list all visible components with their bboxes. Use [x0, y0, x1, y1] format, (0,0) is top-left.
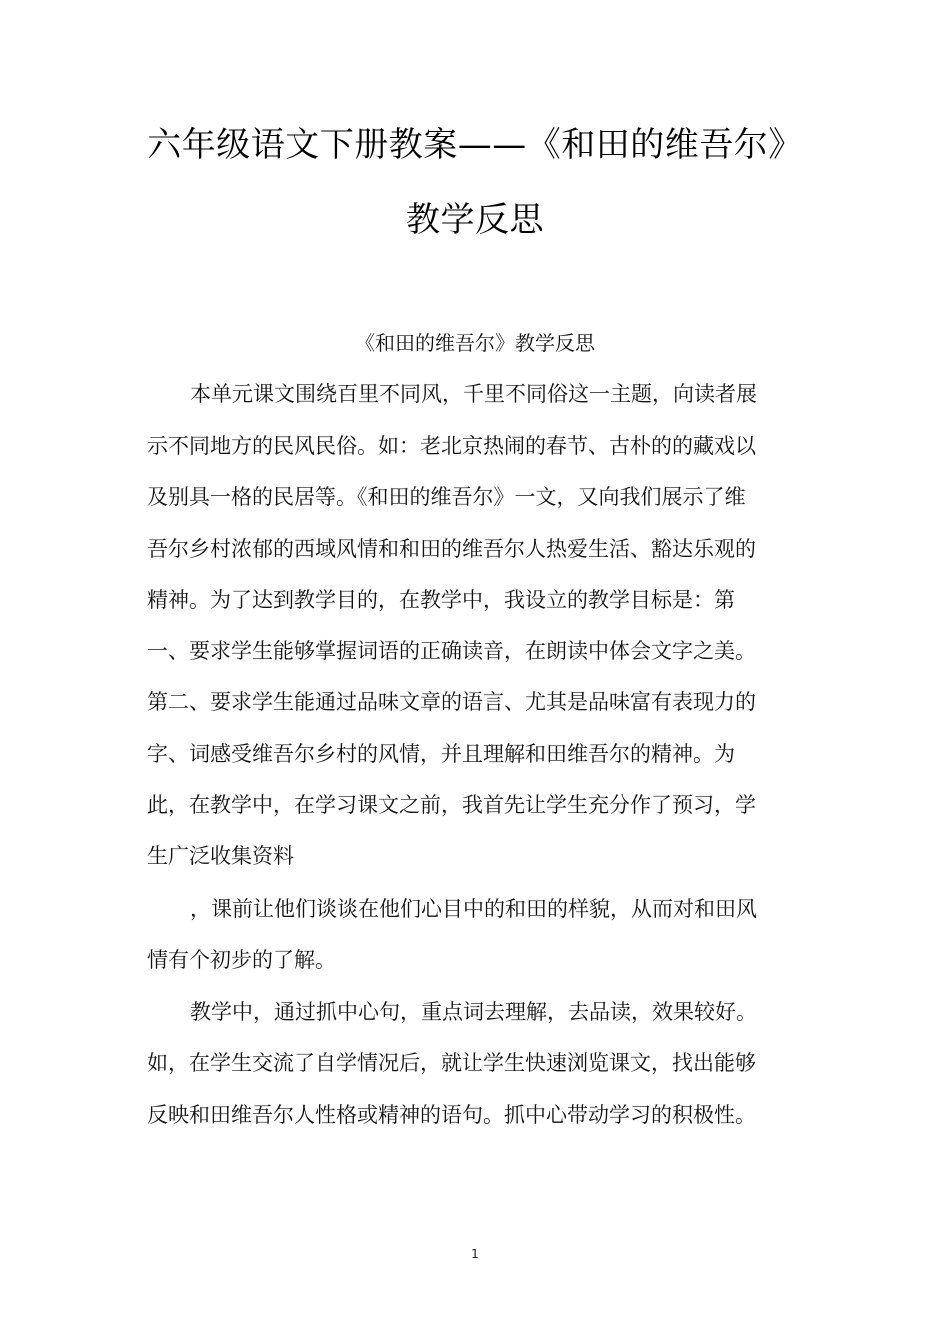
document-title-line-1: 六年级语文下册教案——《和田的维吾尔》 [147, 125, 803, 165]
paragraph-1-line: 第二、要求学生能通过品味文章的语言、尤其是品味富有表现力的 [147, 690, 756, 714]
paragraph-1-line: 吾尔乡村浓郁的西域风情和和田的维吾尔人热爱生活、豁达乐观的 [147, 537, 756, 561]
paragraph-1-line: 此，在教学中，在学习课文之前，我首先让学生充分作了预习，学 [147, 793, 756, 817]
paragraph-3-line: 反映和田维吾尔人性格或精神的语句。抓中心带动学习的积极性。 [147, 1103, 756, 1127]
paragraph-3-line: 如，在学生交流了自学情况后，就让学生快速浏览课文，找出能够 [147, 1051, 756, 1075]
paragraph-1-line: 及别具一格的民居等。《和田的维吾尔》一文，又向我们展示了维 [147, 485, 746, 509]
paragraph-1-line: 本单元课文围绕百里不同风，千里不同俗这一主题，向读者展 [190, 382, 757, 406]
paragraph-2-line: 情有个初步的了解。 [147, 948, 336, 972]
paragraph-1-line: 示不同地方的民风民俗。如：老北京热闹的春节、古朴的的藏戏以 [147, 434, 756, 458]
paragraph-1-line: 精神。为了达到教学目的，在教学中，我设立的教学目标是：第 [147, 588, 735, 612]
page-number: 1 [471, 1247, 479, 1261]
section-subtitle: 《和田的维吾尔》教学反思 [355, 331, 595, 355]
document-title-line-2: 教学反思 [406, 200, 544, 240]
paragraph-1-line: 字、词感受维吾尔乡村的风情，并且理解和田维吾尔的精神。为 [147, 742, 735, 766]
paragraph-3-line: 教学中，通过抓中心句，重点词去理解，去品读，效果较好。 [190, 1000, 757, 1024]
paragraph-2-line: ，课前让他们谈谈在他们心目中的和田的样貌，从而对和田风 [190, 897, 757, 921]
paragraph-1-line: 一、要求学生能够掌握词语的正确读音，在朗读中体会文字之美。 [147, 639, 756, 663]
paragraph-1-line: 生广泛收集资料 [147, 844, 294, 868]
